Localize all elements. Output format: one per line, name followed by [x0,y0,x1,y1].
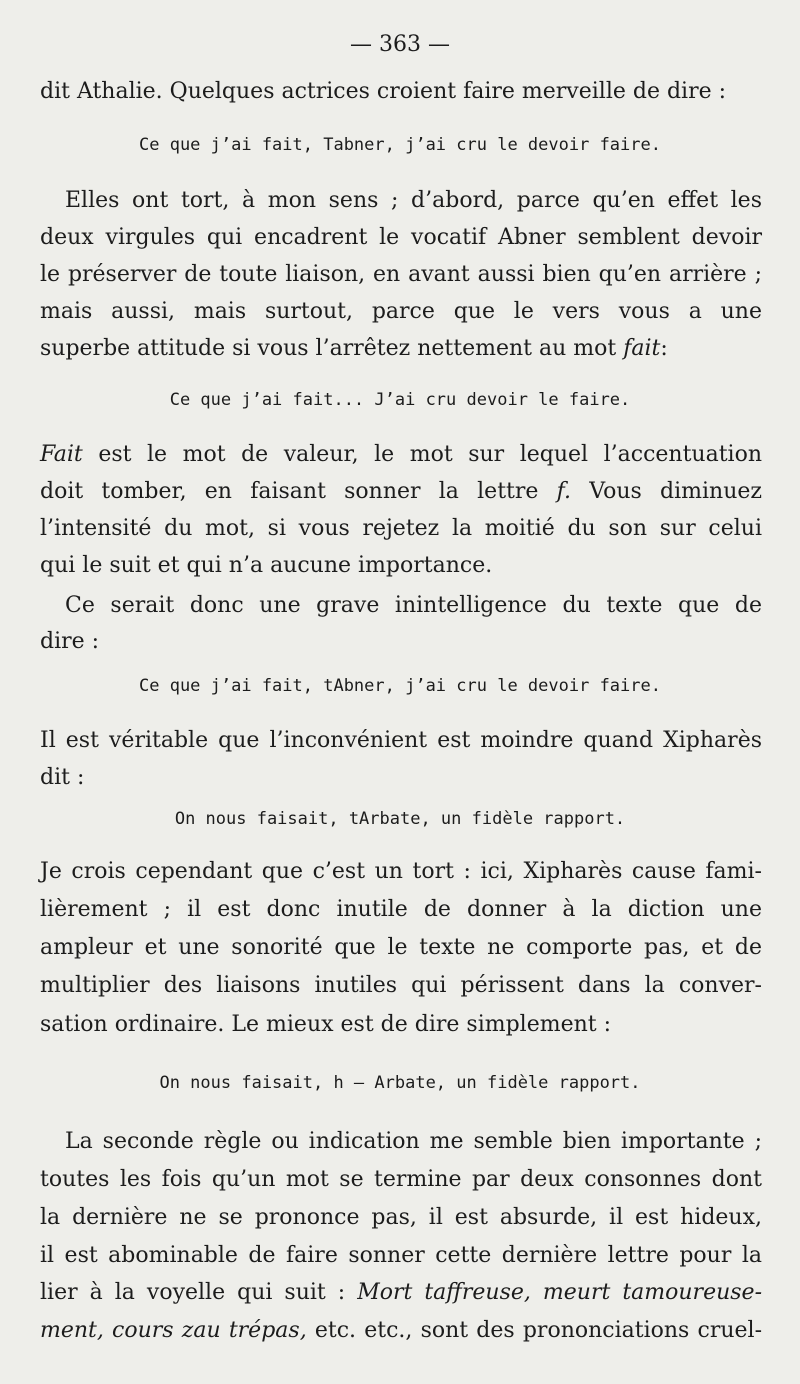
text-line: Il est véritable que l’inconvénient est moindre quand Xipharès [40,728,762,753]
text-line: dire : [40,629,100,654]
text-line: ampleur et une sonorité que le texte ne comporte pas, et de [40,935,762,960]
text-line [40,1316,762,1346]
text-line [40,440,762,470]
text-line: Ce serait donc une grave inintelligence du texte que de [65,593,762,618]
text-line: dit Athalie. Quelques actrices croient faire merveille de dire : [40,79,727,104]
text-span: superbe attitude si vous l’arrêtez nettement au mot [40,336,617,361]
text-span: etc. etc., sont des prononciations cruel- [314,1318,763,1343]
text-line: multiplier des liaisons inutiles qui périssent dans la conver- [40,973,762,998]
text-line: Elles ont tort, à mon sens ; d’abord, parce qu’en effet les [65,188,762,213]
italic-word: fait [623,336,661,361]
page-number: — 363 — [350,32,450,57]
text-line: sation ordinaire. Le mieux est de dire simplement : [40,1012,612,1037]
italic-phrase: ment, cours zau trépas, [40,1318,307,1343]
text-line: deux virgules qui encadrent le vocatif Abner semblent devoir [40,225,762,250]
italic-word: f. [556,479,572,504]
verse-quote: On nous faisait, h — Arbate, un fidèle rapport. [159,1073,641,1093]
text-span: Vous diminuez [589,479,763,504]
verse-quote: On nous faisait, tArbate, un fidèle rapport. [174,809,626,829]
text-line: mais aussi, mais surtout, parce que le vers vous a une [40,299,762,324]
text-line: il est abominable de faire sonner cette dernière lettre pour la [40,1243,762,1268]
text-line: le préserver de toute liaison, en avant aussi bien qu’en arrière ; [40,262,762,287]
verse-quote: Ce que j’ai fait, Tabner, j’ai cru le devoir faire. [139,135,661,155]
italic-word: Fait [40,442,83,467]
text-span: lier à la voyelle qui suit : [40,1280,346,1305]
text-line: l’intensité du mot, si vous rejetez la moitié du son sur celui [40,516,762,541]
text-line [40,477,762,507]
text-line: Je crois cependant que c’est un tort : ici, Xipharès cause fami- [40,859,762,884]
text-line: la dernière ne se prononce pas, il est absurde, il est hideux, [40,1205,762,1230]
text-span: est le mot de valeur, le mot sur lequel l’accentuation [98,442,762,467]
text-line: dit : [40,765,85,790]
verse-quote: Ce que j’ai fait, tAbner, j’ai cru le devoir faire. [139,676,661,696]
text-line [40,1278,762,1308]
text-span: doit tomber, en faisant sonner la lettre [40,479,539,504]
text-line: qui le suit et qui n’a aucune importance. [40,553,493,578]
verse-quote: Ce que j’ai fait... J’ai cru devoir le faire. [169,390,631,410]
text-line [40,334,762,364]
text-line: toutes les fois qu’un mot se termine par deux consonnes dont [40,1167,762,1192]
italic-phrase: Mort taffreuse, meurt tamoureuse- [357,1280,762,1305]
text-line: La seconde règle ou indication me semble bien importante ; [65,1129,762,1154]
text-line: lièrement ; il est donc inutile de donner à la diction une [40,897,762,922]
text-span: : [660,336,668,361]
